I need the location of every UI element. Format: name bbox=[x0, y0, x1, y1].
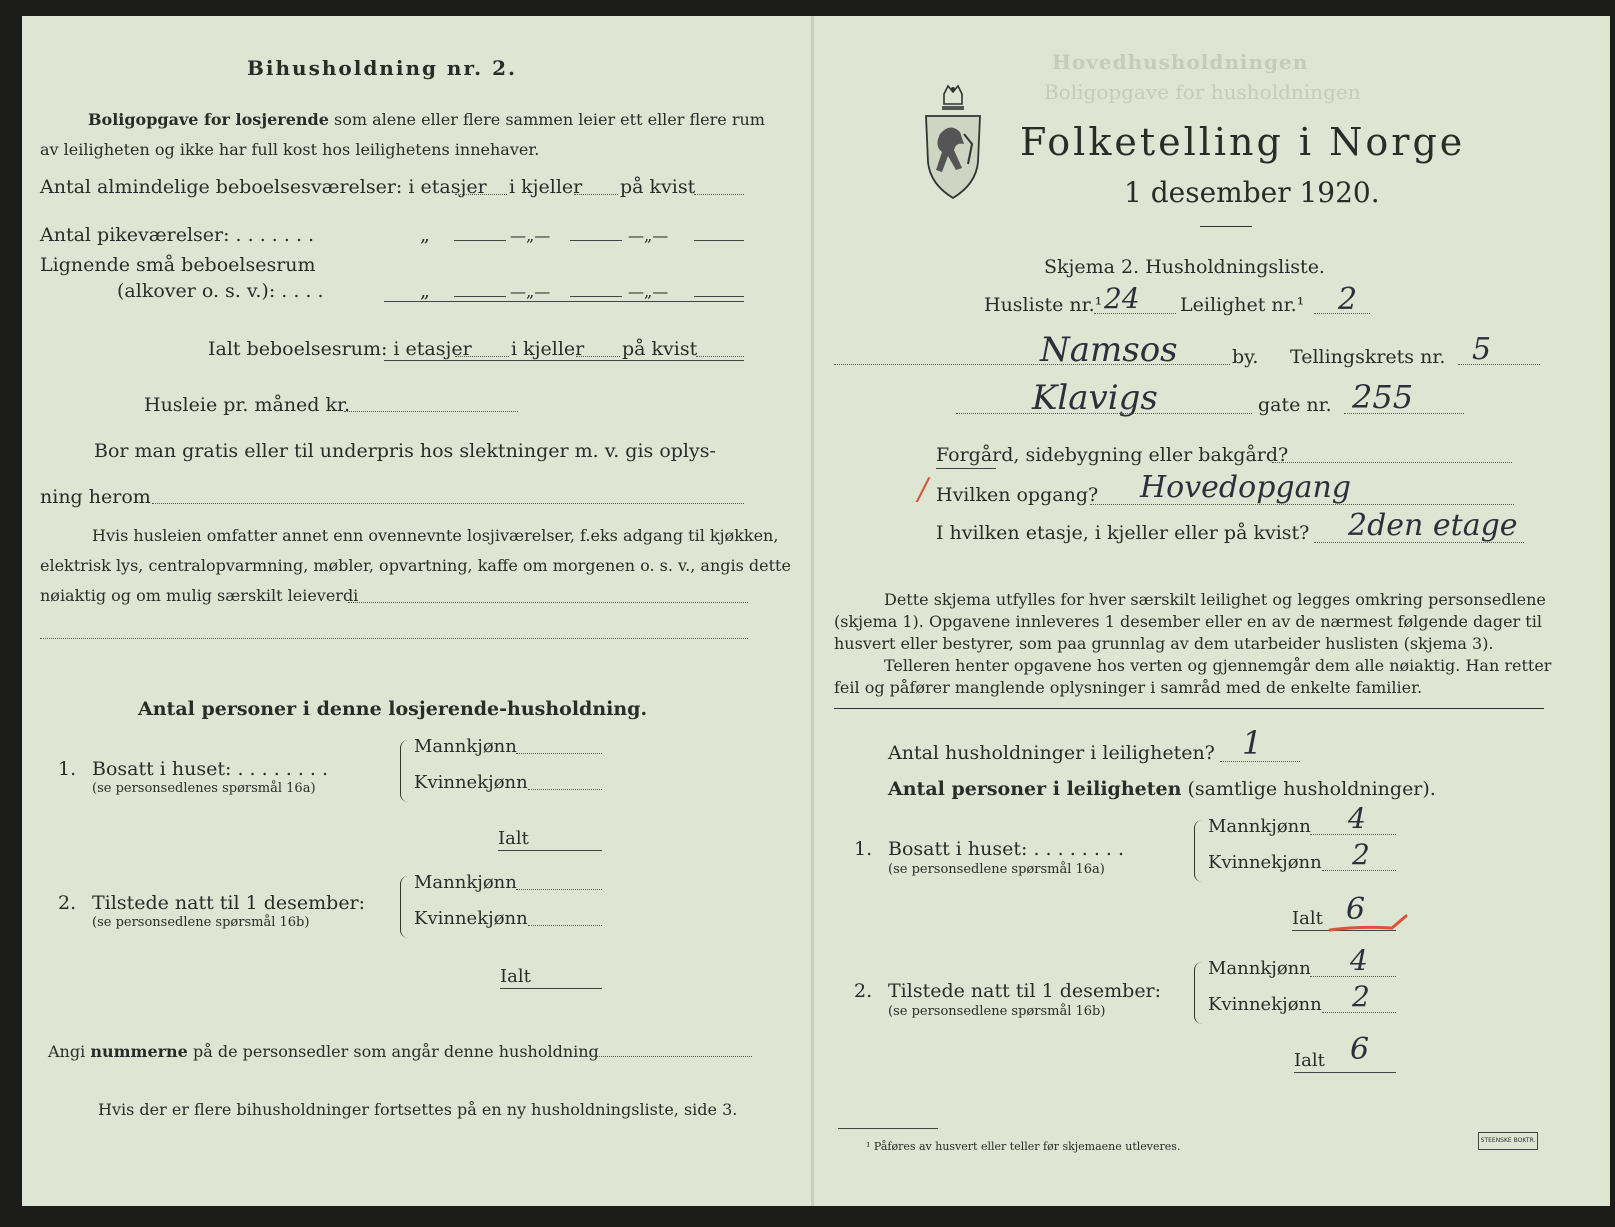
lignende-ditto: „ bbox=[420, 280, 430, 302]
left-q2-brace bbox=[400, 876, 409, 938]
intro-line-1 bbox=[88, 110, 765, 129]
by-line bbox=[834, 364, 1230, 365]
lignende-line-c bbox=[694, 296, 744, 297]
gate-line bbox=[956, 413, 1252, 414]
left-q2-kvinne-line bbox=[528, 925, 602, 926]
left-q2-mann-line bbox=[516, 889, 602, 890]
right-q2-kvinne-value: 2 bbox=[1352, 980, 1370, 1013]
right-q2-mann: Mannkjønn bbox=[1208, 958, 1311, 979]
ialt-kvist-label: på kvist bbox=[622, 338, 698, 360]
right-q2-label: Tilstede natt til 1 desember: bbox=[888, 980, 1162, 1002]
right-q2-kvinne-line bbox=[1322, 1012, 1396, 1013]
pike-line-1 bbox=[454, 240, 506, 241]
left-q2-ialt: Ialt bbox=[500, 966, 531, 987]
right-q1-mann: Mannkjønn bbox=[1208, 816, 1311, 837]
right-q1-label: Bosatt i huset: . . . . . . . . bbox=[888, 838, 1125, 860]
husliste-label: Husliste nr.¹ bbox=[984, 294, 1103, 316]
lignende-line-2: (alkover o. s. v.): . . . . bbox=[117, 280, 324, 302]
intro-line-2: av leiligheten og ikke har full kost hos leilighetens innehaver. bbox=[40, 140, 540, 159]
left-q1-brace bbox=[400, 740, 409, 802]
right-q1-ialt: Ialt bbox=[1292, 908, 1323, 929]
krets-line bbox=[1458, 364, 1540, 365]
left-q1-kvinne: Kvinnekjønn bbox=[414, 772, 528, 793]
gate-nr-value: 255 bbox=[1352, 378, 1414, 416]
right-date: 1 desember 1920. bbox=[1124, 176, 1380, 209]
instr-line-5: feil og påfører manglende oplysninger i samråd med de enkelte familier. bbox=[834, 678, 1423, 697]
etasje-label: I hvilken etasje, i kjeller eller på kvist? bbox=[936, 522, 1310, 544]
rooms-kjeller-line bbox=[574, 194, 618, 195]
left-q2-sub: (se personsedlene spørsmål 16b) bbox=[92, 915, 310, 930]
instr-line-3: husvert eller bestyrer, som paa grunnlag av dem utarbeider huslisten (skjema 3). bbox=[834, 634, 1494, 653]
census-form-sheet bbox=[22, 16, 1610, 1206]
instr-separator bbox=[834, 708, 1544, 709]
left-title: Bihusholdning nr. 2. bbox=[247, 56, 517, 80]
left-persons-heading: Antal personer i denne losjerende-husholdning. bbox=[138, 698, 648, 720]
lignende-line-b bbox=[570, 296, 622, 297]
ialt-etasjer-line bbox=[455, 356, 509, 357]
pike-ditto: „ bbox=[420, 224, 430, 246]
right-q1-kvinne: Kvinnekjønn bbox=[1208, 852, 1322, 873]
by-label: by. bbox=[1232, 346, 1259, 368]
faded-show-through-2: Boligopgave for husholdningen bbox=[1044, 80, 1361, 104]
etasje-line bbox=[1314, 542, 1524, 543]
forgaard-line bbox=[1272, 462, 1512, 463]
antal-hush-value: 1 bbox=[1242, 724, 1263, 762]
faded-show-through-1: Hovedhusholdningen bbox=[1052, 50, 1309, 74]
husleie-label: Husleie pr. måned kr. bbox=[144, 394, 351, 416]
antal-hush-label: Antal husholdninger i leiligheten? bbox=[888, 742, 1215, 764]
left-q2-label: Tilstede natt til 1 desember: bbox=[92, 892, 366, 914]
angi-bold: nummerne bbox=[90, 1042, 188, 1061]
angi-fill-line bbox=[576, 1056, 752, 1057]
left-q2-num: 2. bbox=[58, 892, 77, 914]
right-q1-ialt-value: 6 bbox=[1346, 892, 1366, 927]
rooms-kjeller-label: i kjeller bbox=[509, 176, 583, 198]
left-q1-ialt: Ialt bbox=[498, 828, 529, 849]
pike-label: Antal pikeværelser: . . . . . . . bbox=[40, 224, 315, 246]
hvis-line-2: elektrisk lys, centralopvarmning, møbler, opvartning, kaffe om morgenen o. s. v., angis dette bbox=[40, 556, 791, 575]
by-value: Namsos bbox=[1040, 330, 1178, 370]
gate-value: Klavigs bbox=[1032, 378, 1158, 418]
ialt-rooms-label: Ialt beboelsesrum: i etasjer bbox=[208, 338, 472, 360]
etasje-value: 2den etage bbox=[1348, 508, 1518, 543]
leieverdi-line-2 bbox=[40, 638, 748, 639]
angi-pre: Angi bbox=[48, 1042, 86, 1061]
right-q1-mann-line bbox=[1310, 834, 1396, 835]
right-q1-kvinne-line bbox=[1322, 870, 1396, 871]
footnote-rule bbox=[838, 1128, 938, 1129]
gate-label: gate nr. bbox=[1258, 394, 1332, 416]
left-q1-mann-line bbox=[516, 753, 602, 754]
pike-line-3 bbox=[694, 240, 744, 241]
hvis-line-1: Hvis husleien omfatter annet enn ovennevnte losjiværelser, f.eks adgang til kjøkken, bbox=[92, 526, 779, 545]
right-q2-ialt: Ialt bbox=[1294, 1050, 1325, 1071]
lignende-line-1: Lignende små beboelsesrum bbox=[40, 254, 316, 276]
leilighet-value: 2 bbox=[1338, 282, 1358, 317]
footnote: ¹ Påføres av husvert eller teller før skjemaene utleveres. bbox=[866, 1140, 1181, 1153]
date-separator bbox=[1200, 226, 1252, 227]
left-q2-mann: Mannkjønn bbox=[414, 872, 517, 893]
rooms-etasjer-line bbox=[455, 194, 507, 195]
left-q1-ialt-line bbox=[498, 850, 602, 851]
right-persons-bold: Antal personer i leiligheten bbox=[888, 778, 1182, 800]
left-q1-num: 1. bbox=[58, 758, 77, 780]
left-q1-mann: Mannkjønn bbox=[414, 736, 517, 757]
printer-stamp: STEENSKE BOKTR. bbox=[1478, 1132, 1538, 1150]
rooms-label: Antal almindelige beboelsesværelser: i etasjer bbox=[40, 176, 487, 198]
right-q2-mann-value: 4 bbox=[1350, 944, 1368, 977]
coat-of-arms-icon bbox=[920, 84, 986, 202]
left-q1-sub: (se personsedlenes spørsmål 16a) bbox=[92, 781, 316, 796]
right-q1-mann-value: 4 bbox=[1348, 802, 1366, 835]
red-tick-mark: / bbox=[918, 472, 929, 507]
lignende-line-a bbox=[454, 296, 506, 297]
skjema-label: Skjema 2. Husholdningsliste. bbox=[1044, 256, 1325, 278]
right-q1-kvinne-value: 2 bbox=[1352, 838, 1370, 871]
left-q1-kvinne-line bbox=[528, 789, 602, 790]
ialt-underline bbox=[384, 360, 744, 361]
lignende-sum-line bbox=[384, 301, 744, 302]
right-q2-ialt-line bbox=[1294, 1072, 1396, 1073]
krets-value: 5 bbox=[1472, 332, 1492, 367]
opgang-label: Hvilken opgang? bbox=[936, 484, 1099, 506]
pike-line-2 bbox=[570, 240, 622, 241]
right-persons-rest: (samtlige husholdninger). bbox=[1187, 778, 1436, 800]
bor-line-1: Bor man gratis eller til underpris hos slektninger m. v. gis oplys- bbox=[94, 440, 716, 462]
gate-nr-line bbox=[1344, 413, 1464, 414]
right-q2-ialt-value: 6 bbox=[1350, 1032, 1370, 1067]
angi-line bbox=[48, 1042, 599, 1061]
angi-rest: på de personsedler som angår denne husholdning bbox=[192, 1042, 599, 1061]
instr-line-4: Telleren henter opgavene hos verten og gjennemgår dem alle nøiaktig. Han retter bbox=[884, 656, 1552, 675]
left-page bbox=[22, 16, 812, 1206]
ialt-kjeller-label: i kjeller bbox=[511, 338, 585, 360]
right-q2-kvinne: Kvinnekjønn bbox=[1208, 994, 1322, 1015]
rooms-kvist-label: på kvist bbox=[620, 176, 696, 198]
lignende-dash-2: —„— bbox=[628, 282, 669, 301]
forgaard-label: Forgård, sidebygning eller bakgård? bbox=[936, 444, 1289, 466]
right-q1-num: 1. bbox=[854, 838, 873, 860]
leilighet-line bbox=[1314, 313, 1370, 314]
instr-line-2: (skjema 1). Opgavene innleveres 1 desember eller en av de nærmest følgende dager til bbox=[834, 612, 1542, 631]
pike-dash-2: —„— bbox=[628, 226, 669, 245]
opgang-value: Hovedopgang bbox=[1140, 470, 1352, 505]
left-q1-label: Bosatt i huset: . . . . . . . . bbox=[92, 758, 329, 780]
leilighet-label: Leilighet nr.¹ bbox=[1180, 294, 1305, 316]
bor-line bbox=[152, 503, 744, 504]
right-q2-sub: (se personsedlene spørsmål 16b) bbox=[888, 1004, 1106, 1019]
right-q2-brace bbox=[1194, 962, 1203, 1024]
right-title: Folketelling i Norge bbox=[1020, 120, 1466, 164]
lignende-dash-1: —„— bbox=[510, 282, 551, 301]
leieverdi-line-1 bbox=[348, 602, 748, 603]
left-q2-kvinne: Kvinnekjønn bbox=[414, 908, 528, 929]
intro-rest: som alene eller flere sammen leier ett eller flere rum bbox=[333, 110, 765, 129]
instr-line-1: Dette skjema utfylles for hver særskilt leilighet og legges omkring personsedlene bbox=[884, 590, 1546, 609]
bor-line-2: ning herom bbox=[40, 486, 151, 508]
right-q1-sub: (se personsedlene spørsmål 16a) bbox=[888, 862, 1105, 877]
husliste-line bbox=[1094, 313, 1176, 314]
left-footer: Hvis der er flere bihusholdninger fortsettes på en ny husholdningsliste, side 3. bbox=[98, 1100, 738, 1119]
opgang-line bbox=[1090, 504, 1514, 505]
right-q2-num: 2. bbox=[854, 980, 873, 1002]
left-q2-ialt-line bbox=[500, 988, 602, 989]
right-q1-brace bbox=[1194, 820, 1203, 882]
rooms-kvist-line bbox=[694, 194, 744, 195]
hvis-line-3: nøiaktig og om mulig særskilt leieverdi bbox=[40, 586, 359, 605]
ialt-kjeller-line bbox=[576, 356, 620, 357]
red-check-mark-icon bbox=[1328, 912, 1412, 936]
intro-bold: Boligopgave for losjerende bbox=[88, 110, 329, 129]
right-page bbox=[812, 16, 1610, 1206]
pike-dash-1: —„— bbox=[510, 226, 551, 245]
ialt-kvist-line bbox=[696, 356, 744, 357]
krets-label: Tellingskrets nr. bbox=[1290, 346, 1446, 368]
right-q2-mann-line bbox=[1310, 976, 1396, 977]
right-persons-heading bbox=[888, 778, 1436, 800]
husliste-value: 24 bbox=[1104, 282, 1140, 315]
forgaard-underline bbox=[936, 468, 996, 469]
antal-hush-line bbox=[1220, 761, 1300, 762]
husleie-line bbox=[344, 411, 518, 412]
